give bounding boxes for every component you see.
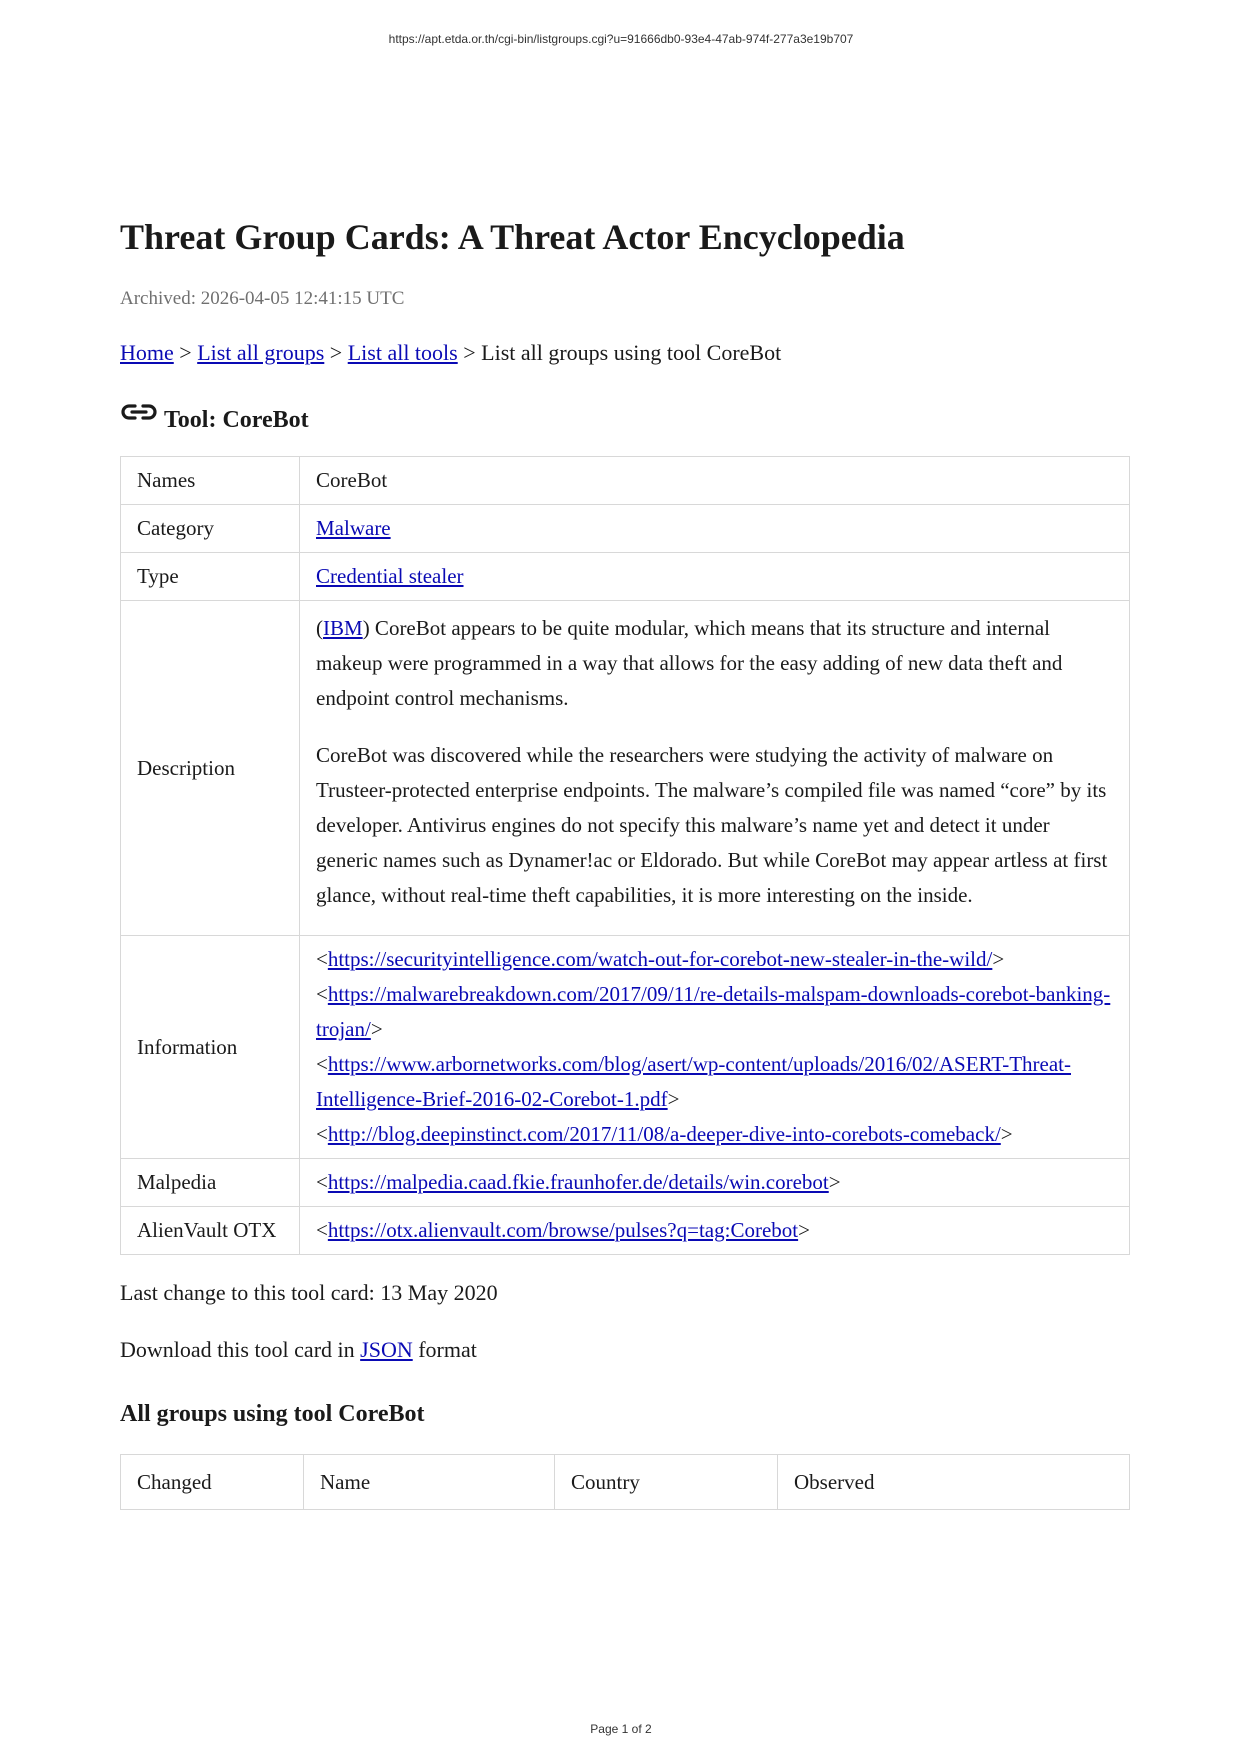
angle-open: < bbox=[316, 1122, 328, 1146]
table-row bbox=[121, 457, 1130, 505]
angle-open: < bbox=[316, 982, 328, 1006]
description-paragraph bbox=[316, 611, 1113, 716]
angle-close: > bbox=[667, 1087, 680, 1111]
breadcrumb-groups-link[interactable]: List all groups bbox=[197, 340, 325, 365]
column-header-changed[interactable]: Changed bbox=[121, 1455, 304, 1510]
malpedia-link[interactable]: https://malpedia.caad.fkie.fraunhofer.de/details/win.corebot bbox=[327, 1170, 829, 1194]
information-link-line bbox=[316, 942, 1113, 977]
angle-open: < bbox=[316, 1218, 328, 1242]
groups-heading: All groups using tool CoreBot bbox=[120, 1401, 425, 1427]
angle-open: < bbox=[316, 1052, 328, 1076]
description-paragraph: CoreBot was discovered while the researchers were studying the activity of malware on Trusteer-protected enterprise endpoints. The malware’s compiled file was named “core” by its developer. Antivirus engines do not specify this malware’s name yet and detect it under generic names such as Dynamer!ac or Eldorado. But while CoreBot may appear artless at first glance, without real-time theft capabilities, it is more interesting on the inside. bbox=[316, 743, 1108, 907]
download-text bbox=[120, 1335, 1130, 1365]
malpedia-value bbox=[300, 1159, 1130, 1207]
information-value bbox=[300, 936, 1130, 1159]
description-label: Description bbox=[121, 601, 300, 936]
category-label: Category bbox=[121, 505, 300, 553]
column-header-country[interactable]: Country bbox=[555, 1455, 778, 1510]
archived-timestamp: Archived: 2026-04-05 12:41:15 UTC bbox=[120, 288, 405, 309]
breadcrumb-current: List all groups using tool CoreBot bbox=[481, 340, 782, 365]
breadcrumb-separator: > bbox=[457, 340, 482, 365]
groups-table bbox=[120, 1454, 1130, 1510]
information-link[interactable]: http://blog.deepinstinct.com/2017/11/08/a-deeper-dive-into-corebots-comeback/ bbox=[327, 1122, 1001, 1146]
information-link-line bbox=[316, 1117, 1113, 1152]
description-value bbox=[300, 601, 1130, 936]
angle-close: > bbox=[992, 947, 1005, 971]
table-row bbox=[121, 553, 1130, 601]
breadcrumb-tools-link[interactable]: List all tools bbox=[347, 340, 458, 365]
tool-title: Tool: CoreBot bbox=[164, 407, 309, 433]
description-text: ) CoreBot appears to be quite modular, which means that its structure and internal makeup were programmed in a way that allows for the easy adding of new data theft and endpoint control mechanisms. bbox=[316, 616, 1063, 710]
column-header-observed[interactable]: Observed bbox=[778, 1455, 1130, 1510]
type-label: Type bbox=[121, 553, 300, 601]
breadcrumb-home-link[interactable]: Home bbox=[120, 340, 174, 365]
tool-card-table bbox=[120, 456, 1130, 1255]
table-row bbox=[121, 1207, 1130, 1255]
table-row bbox=[121, 505, 1130, 553]
column-header-name[interactable]: Name bbox=[304, 1455, 555, 1510]
angle-open: < bbox=[316, 947, 328, 971]
angle-close: > bbox=[798, 1218, 810, 1242]
type-link[interactable]: Credential stealer bbox=[316, 564, 464, 588]
information-link[interactable]: https://securityintelligence.com/watch-out-for-corebot-new-stealer-in-the-wild/ bbox=[327, 947, 993, 971]
angle-close: > bbox=[1000, 1122, 1013, 1146]
tool-heading bbox=[120, 396, 1130, 436]
angle-close: > bbox=[828, 1170, 841, 1194]
alienvault-value bbox=[300, 1207, 1130, 1255]
download-suffix: format bbox=[412, 1337, 477, 1362]
table-row bbox=[121, 601, 1130, 936]
download-prefix: Download this tool card in bbox=[120, 1337, 361, 1362]
angle-close: > bbox=[370, 1017, 383, 1041]
breadcrumb-separator: > bbox=[173, 340, 198, 365]
alienvault-label: AlienVault OTX bbox=[121, 1207, 300, 1255]
last-change-text: Last change to this tool card: 13 May 2020 bbox=[120, 1280, 498, 1305]
breadcrumb-separator: > bbox=[324, 340, 348, 365]
ibm-source-link[interactable]: IBM bbox=[323, 616, 363, 640]
information-label: Information bbox=[121, 936, 300, 1159]
page-header-url: https://apt.etda.or.th/cgi-bin/listgroups.cgi?u=91666db0-93e4-47ab-974f-277a3e19b707 bbox=[388, 32, 854, 46]
link-icon bbox=[120, 398, 158, 426]
information-link-line bbox=[316, 1047, 1113, 1117]
paren-open: ( bbox=[316, 616, 323, 640]
table-row bbox=[121, 1159, 1130, 1207]
names-label: Names bbox=[121, 457, 300, 505]
names-value: CoreBot bbox=[300, 457, 1130, 505]
type-cell bbox=[300, 553, 1130, 601]
page-footer: Page 1 of 2 bbox=[590, 1722, 652, 1736]
category-link[interactable]: Malware bbox=[316, 516, 391, 540]
json-download-link[interactable]: JSON bbox=[360, 1337, 413, 1362]
category-cell bbox=[300, 505, 1130, 553]
alienvault-link[interactable]: https://otx.alienvault.com/browse/pulses?q=tag:Corebot bbox=[327, 1218, 799, 1242]
table-header-row bbox=[121, 1455, 1130, 1510]
main-content bbox=[120, 210, 1130, 1510]
breadcrumb bbox=[120, 338, 1130, 368]
malpedia-label: Malpedia bbox=[121, 1159, 300, 1207]
angle-open: < bbox=[316, 1170, 328, 1194]
page-title: Threat Group Cards: A Threat Actor Encyclopedia bbox=[120, 217, 905, 257]
information-link[interactable]: https://www.arbornetworks.com/blog/asert/wp-content/uploads/2016/02/ASERT-Threat-Intelligence-Brief-2016-02-Corebot-1.pdf bbox=[316, 1052, 1071, 1111]
information-link[interactable]: https://malwarebreakdown.com/2017/09/11/re-details-malspam-downloads-corebot-banking-trojan/ bbox=[316, 982, 1111, 1041]
table-row bbox=[121, 936, 1130, 1159]
information-link-line bbox=[316, 977, 1113, 1047]
